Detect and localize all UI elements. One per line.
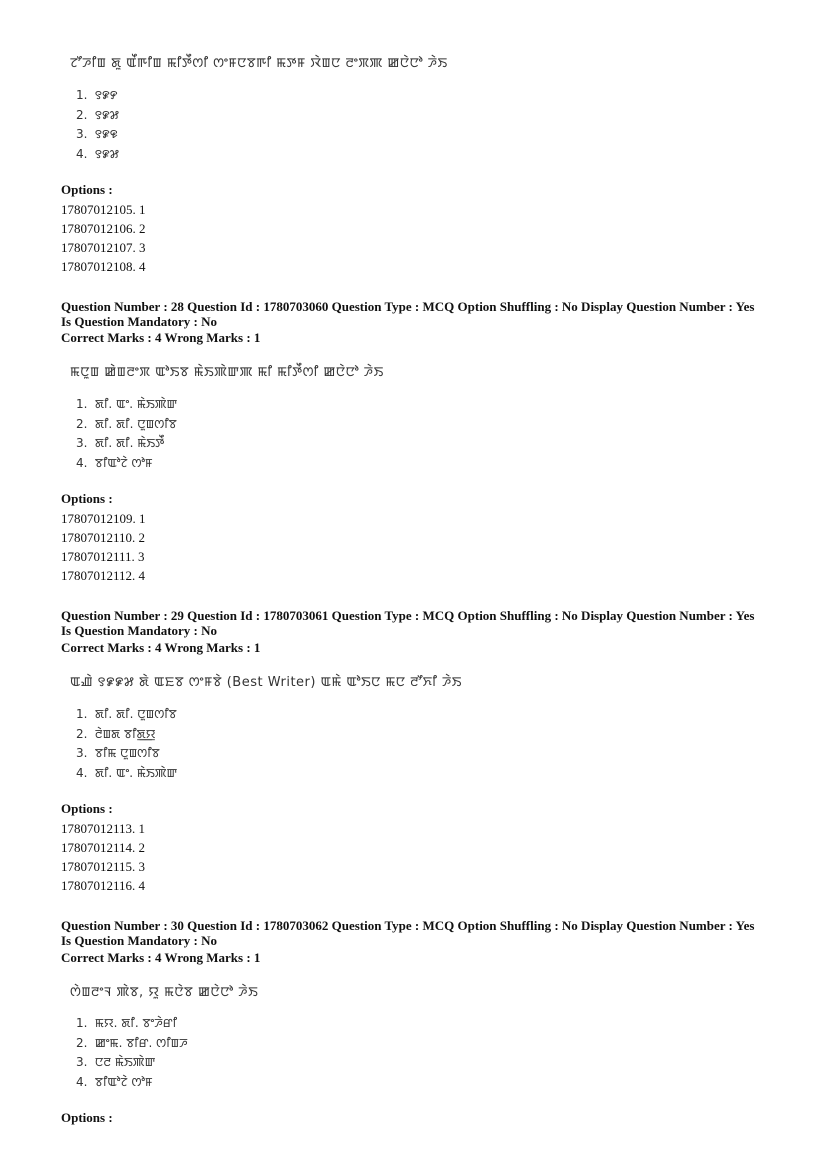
answer-choice: 4. ꯱꯹꯷ [76, 146, 119, 161]
options-heading: Options : [61, 182, 113, 197]
answer-choice: 3. ꯕꯤꯃ ꯅꯨꯡꯁꯤꯕ [76, 746, 160, 760]
question-marks: Correct Marks : 4 Wrong Marks : 1 [61, 330, 261, 345]
answer-choice: 2. ꯂꯥꯡꯗ ꯕꯤꯗ꯭ꯌ [76, 726, 156, 741]
question-marks: Correct Marks : 4 Wrong Marks : 1 [61, 640, 261, 655]
question-meta: Question Number : 30 Question Id : 1780703062 Question Type : MCQ Option Shuffling : No Display Question Number : Yes Is Question Mandatory : No [61, 918, 755, 948]
answer-choice: 2. ꯗꯤ. ꯗꯤ. ꯅꯨꯡꯁꯤꯕ [76, 416, 177, 431]
answer-choice: 3. ꯱꯹꯶ [76, 127, 118, 141]
answer-choice: 4. ꯕꯤꯑꯣꯖꯥ ꯁꯣꯝ [76, 1074, 153, 1089]
answer-choice: 4. ꯕꯤꯑꯣꯖꯥ ꯁꯣꯝ [76, 455, 153, 470]
answer-choice: 4. ꯗꯤ. ꯑꯦ. ꯃꯥꯏꯄꯥꯛ [76, 765, 178, 780]
question-meta: Question Number : 29 Question Id : 1780703061 Question Type : MCQ Option Shuffling : No Display Question Number : Yes Is Question Mandatory : No [61, 608, 755, 638]
options-heading: Options : [61, 1110, 113, 1125]
option-item: 17807012112. 4 [61, 568, 146, 583]
option-item: 17807012105. 1 [61, 202, 146, 217]
options-list [61, 200, 146, 276]
option-item: 17807012114. 2 [61, 840, 146, 855]
options-heading: Options : [61, 491, 113, 506]
option-item: 17807012106. 2 [61, 221, 146, 236]
answer-choices [76, 395, 177, 473]
answer-choice: 3. ꯅꯂ ꯃꯥꯏꯄꯥꯛ [76, 1055, 156, 1069]
options-list [61, 819, 145, 895]
option-item: 17807012115. 3 [61, 859, 146, 874]
answer-choice: 2. ꯱꯹꯷ [76, 107, 119, 122]
options-heading: Options : [61, 801, 113, 816]
answer-choice: 2. ꯀꯦꯃ. ꯕꯤꯔ. ꯁꯤꯡꯍ [76, 1035, 188, 1050]
answer-choices [76, 86, 119, 164]
answer-choice: 3. ꯗꯤ. ꯗꯤ. ꯃꯥꯏꯇꯩ [76, 436, 165, 450]
options-list [61, 509, 146, 585]
option-item: 17807012113. 1 [61, 821, 146, 836]
option-item: 17807012107. 3 [61, 240, 146, 255]
answer-choice: 1. ꯗꯤ. ꯑꯦ. ꯃꯥꯏꯄꯥꯛ [76, 397, 178, 411]
answer-choice: 1. ꯗꯤ. ꯗꯤ. ꯅꯨꯡꯁꯤꯕ [76, 707, 177, 721]
option-item: 17807012108. 4 [61, 259, 146, 274]
question-stem: ꯑꯉꯥ ꯱꯹꯹꯷ ꯗꯥ ꯑꯐꯕ ꯁꯦꯝꯕꯥ (Best Writer) ꯑꯃꯥ ꯑꯣꯏꯅ ꯃꯅ ꯂꯧꯈꯤ ꯍꯥꯏ [70, 675, 462, 690]
option-item: 17807012116. 4 [61, 878, 146, 893]
answer-choice: 1. ꯱꯹꯸ [76, 88, 118, 102]
question-marks: Correct Marks : 4 Wrong Marks : 1 [61, 950, 261, 965]
option-item: 17807012109. 1 [61, 511, 146, 526]
option-item: 17807012110. 2 [61, 530, 146, 545]
question-stem: ꯖꯧꯍꯤꯡ ꯗꯨ ꯑꯩꯒꯤꯡ ꯃꯤꯇꯩꯁꯤ ꯁꯦꯝꯅꯕꯒꯤ ꯃꯇꯝ ꯋꯥꯡꯅ ꯂꯦꯞꯄ ꯀꯅꯥꯅꯣ ꯍꯥꯏ [70, 56, 448, 71]
question-stem: ꯁꯥꯡꯂꯦꯜ ꯄꯥꯕ, ꯌꯨ ꯃꯅꯥꯕ ꯀꯅꯥꯅꯣ ꯍꯥꯏ [70, 985, 259, 1000]
question-meta: Question Number : 28 Question Id : 1780703060 Question Type : MCQ Option Shuffling : No Display Question Number : Yes Is Question Mandatory : No [61, 299, 755, 329]
answer-choices [76, 705, 177, 783]
option-item: 17807012111. 3 [61, 549, 145, 564]
answer-choices [76, 1014, 188, 1092]
question-stem: ꯃꯅꯨꯡ ꯀꯥꯡꯂꯦꯞ ꯑꯣꯏꯕ ꯃꯥꯏꯄꯥꯛꯄ ꯃꯤ ꯃꯤꯇꯩꯁꯤ ꯀꯅꯥꯅꯣ ꯍꯥꯏ [70, 365, 384, 380]
answer-choice: 1. ꯃꯌ. ꯗꯤ. ꯕꯦꯍꯥꯔꯤ [76, 1016, 178, 1030]
